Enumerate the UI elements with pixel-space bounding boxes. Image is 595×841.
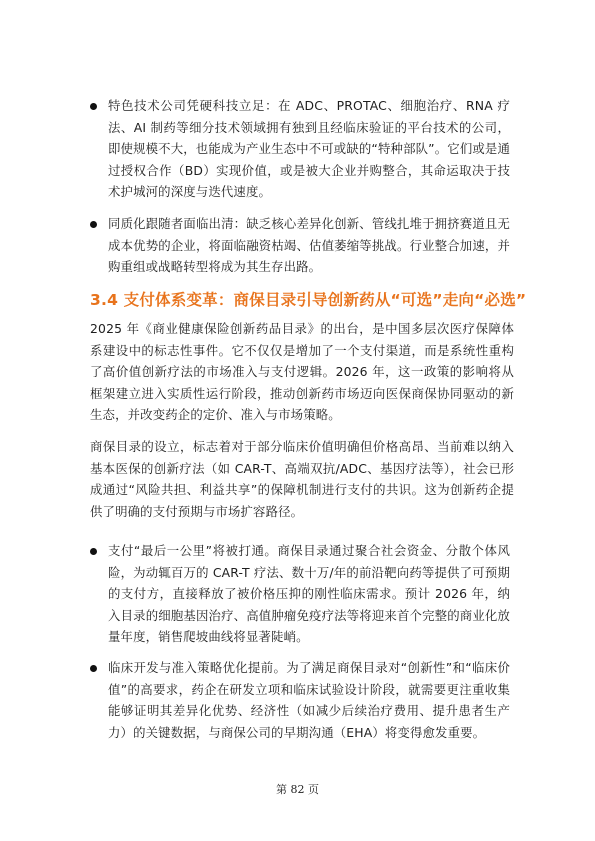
bullet-item [90,540,510,648]
paragraph: 2025 年《商业健康保险创新药品目录》的出台，是中国多层次医疗保障体系建设中的标志性事件。它不仅仅是增加了一个支付渠道，而是系统性重构了高价值创新疗法的市场准入与支付逻辑。2026 年，这一政策的影响将从框架建立进入实质性运行阶段，推动创新药市场迈向医保商保协同驱动的新生态，并改变药企的定价、准入与市场策略。 [90,321,514,422]
bullet-item [90,657,510,743]
bullet-dot [90,221,97,228]
page-number: 第 82 页 [276,783,319,796]
bullet-text: 同质化跟随者面临出清：缺乏核心差异化创新、管线扎堆于拥挤赛道且无成本优势的企业，将面临融资枯竭、估值萎缩等挑战。行业整合加速，并购重组或战略转型将成为其生存出路。 [108,216,510,274]
bullet-dot [90,548,97,555]
paragraph: 商保目录的设立，标志着对于部分临床价值明确但价格高昂、当前难以纳入基本医保的创新疗法（如 CAR-T、高端双抗/ADC、基因疗法等），社会已形成通过“风险共担、利益共享”的保障机制进行支付的共识。这为创新药企提供了明确的支付预期与市场扩容路径。 [90,439,514,519]
bullet-dot [90,665,97,672]
bullet-dot [90,103,97,110]
bullet-item [90,213,510,278]
bullet-text: 临床开发与准入策略优化提前。为了满足商保目录对“创新性”和“临床价值”的高要求，药企在研发立项和临床试验设计阶段，就需要更注重收集能够证明其差异化优势、经济性（如减少后续治疗费用、提升患者生产力）的关键数据，与商保公司的早期沟通（EHA）将变得愈发重要。 [108,660,510,740]
section-heading: 3.4 支付体系变革：商保目录引导创新药从“可选”走向“必选” [90,291,527,309]
bullet-item [90,95,510,203]
bullet-text: 支付“最后一公里”将被打通。商保目录通过聚合社会资金、分散个体风险，为动辄百万的 CAR-T 疗法、数十万/年的前沿靶向药等提供了可预期的支付方，直接释放了被价格压抑的刚性临床需求。预计 2026 年，纳入目录的细胞基因治疗、高值肿瘤免疫疗法等将迎来首个完整的商业化放量年度，销售爬坡曲线将显著陡峭。 [108,543,510,644]
bullet-text: 特色技术公司凭硬科技立足：在 ADC、PROTAC、细胞治疗、RNA 疗法、AI 制药等细分技术领域拥有独到且经临床验证的平台技术的公司，即使规模不大，也能成为产业生态中不可或缺的“特种部队”。它们或是通过授权合作（BD）实现价值，或是被大企业并购整合，其命运取决于技术护城河的深度与迭代速度。 [108,98,510,199]
